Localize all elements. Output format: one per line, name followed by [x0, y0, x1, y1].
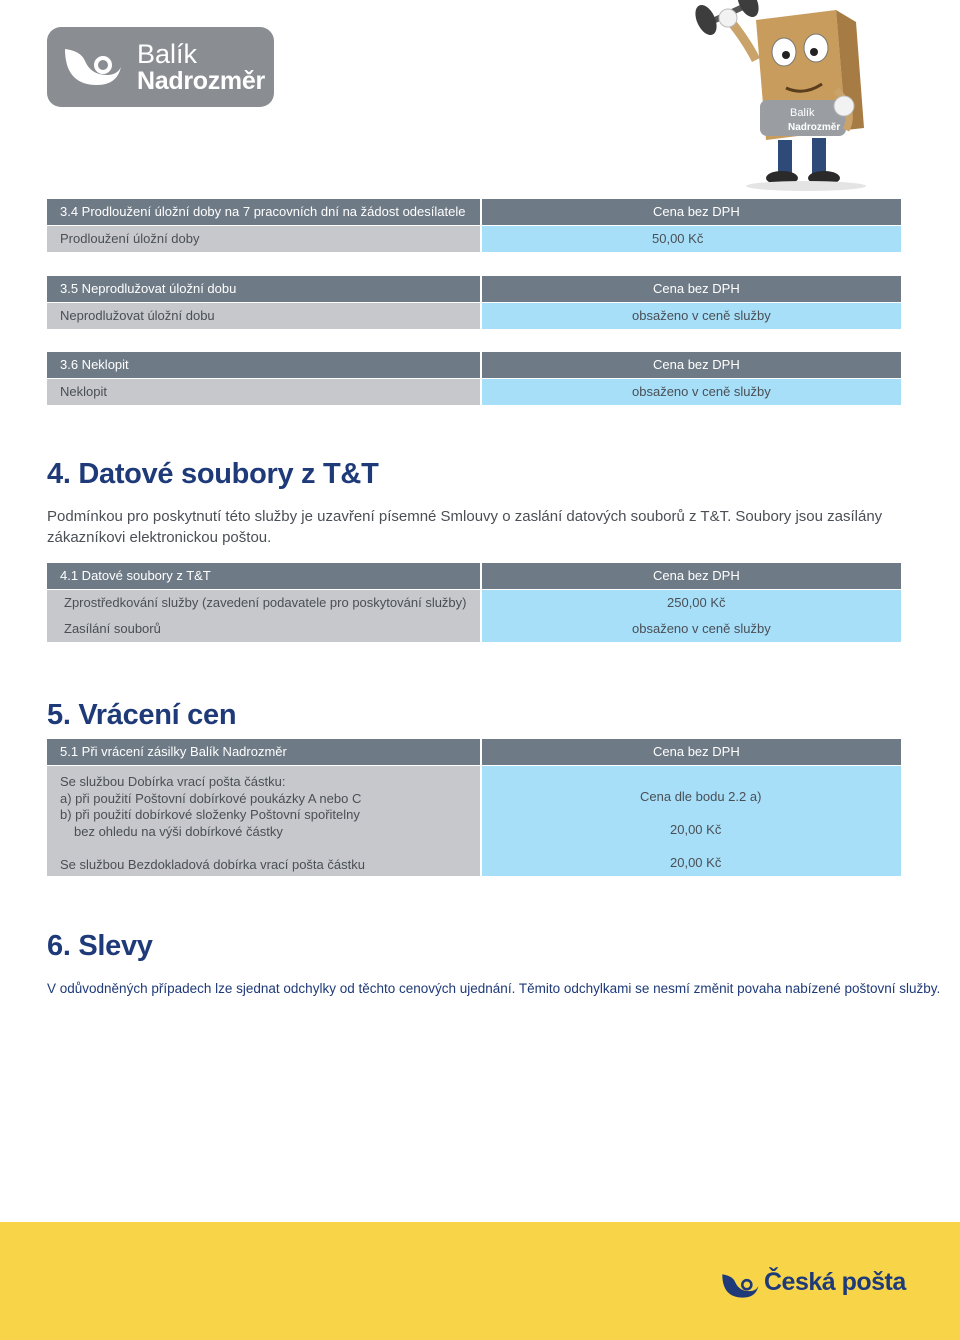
logo-text-nadrozmer: Nadrozměr — [137, 67, 265, 95]
value-bezdokladova: 20,00 Kč — [670, 855, 722, 870]
section-4-paragraph: Podmínkou pro poskytnutí této služby je uzavření písemné Smlouvy o zaslání datových souborů z T&T. Soubory jsou zasílány zákazníkovi elektronickou poštou. — [47, 508, 883, 546]
table-header-row — [47, 276, 901, 302]
price-header: Cena bez DPH — [482, 199, 901, 225]
footer — [0, 1222, 960, 1340]
line-b: b) při použití dobírkové složenky Poštovní spořitelny — [60, 807, 360, 822]
price-header: Cena bez DPH — [482, 352, 901, 378]
value-a: Cena dle bodu 2.2 a) — [640, 789, 762, 804]
section-6-heading: 6. Slevy — [47, 930, 153, 962]
table-title: 5.1 Při vrácení zásilky Balík Nadrozměr — [47, 739, 480, 765]
price-header: Cena bez DPH — [482, 739, 901, 765]
table-5-1 — [47, 739, 901, 876]
table-header-row — [47, 563, 901, 589]
row-value-block — [482, 766, 901, 876]
table-row — [47, 379, 901, 405]
value-b: 20,00 Kč — [670, 822, 722, 837]
svg-text:Nadrozměr: Nadrozměr — [788, 122, 841, 133]
row-label: Neprodlužovat úložní dobu — [47, 303, 480, 329]
section-6-text: V odůvodněných případech lze sjednat odchylky od těchto cenových ujednání. Těmito odchylkami se nesmí změnit povaha nabízené poštovní služby. — [47, 981, 941, 996]
row-label: Zprostředkování služby (zavedení podavatele pro poskytování služby) — [47, 590, 480, 616]
table-3-6 — [47, 352, 901, 405]
row-label: Zasílání souborů — [47, 616, 480, 642]
table-row — [47, 590, 901, 616]
mascot-parcel-icon — [686, 0, 906, 192]
row-value: obsaženo v ceně služby — [482, 379, 901, 405]
row-label: Prodloužení úložní doby — [47, 226, 480, 252]
row-label: Neklopit — [47, 379, 480, 405]
price-header: Cena bez DPH — [482, 276, 901, 302]
table-3-4 — [47, 199, 901, 252]
ceska-posta-brand: Česká pošta — [764, 1268, 906, 1296]
row-value: obsaženo v ceně služby — [482, 616, 901, 642]
section-5-heading: 5. Vrácení cen — [47, 699, 237, 731]
table-title: 3.4 Prodloužení úložní doby na 7 pracovních dní na žádost odesílatele — [47, 199, 480, 225]
post-horn-icon — [721, 1271, 761, 1301]
table-header-row — [47, 199, 901, 225]
row-label-block — [47, 766, 480, 876]
table-header-row — [47, 352, 901, 378]
line-dobirka: Se službou Dobírka vrací pošta částku: — [60, 774, 286, 789]
line-b-cont: bez ohledu na výši dobírkové částky — [74, 823, 283, 839]
table-row — [47, 303, 901, 329]
balik-nadrozmer-logo — [47, 27, 274, 107]
price-header: Cena bez DPH — [482, 563, 901, 589]
table-row — [47, 226, 901, 252]
svg-text:Balík: Balík — [790, 107, 815, 119]
line-bezdokladova: Se službou Bezdokladová dobírka vrací pošta částku — [60, 856, 365, 872]
post-horn-icon — [63, 45, 125, 89]
section-4-heading: 4. Datové soubory z T&T — [47, 458, 379, 490]
table-3-5 — [47, 276, 901, 329]
table-title: 4.1 Datové soubory z T&T — [47, 563, 480, 589]
logo-text-balik: Balík — [137, 39, 198, 69]
table-4-1 — [47, 563, 901, 642]
table-title: 3.6 Neklopit — [47, 352, 480, 378]
table-header-row — [47, 739, 901, 765]
row-value: 50,00 Kč — [482, 226, 901, 252]
row-value: 250,00 Kč — [482, 590, 901, 616]
line-a: a) při použití Poštovní dobírkové poukázky A nebo C — [60, 790, 362, 806]
table-row — [47, 766, 901, 876]
row-value: obsaženo v ceně služby — [482, 303, 901, 329]
table-row — [47, 616, 901, 642]
table-title: 3.5 Neprodlužovat úložní dobu — [47, 276, 480, 302]
